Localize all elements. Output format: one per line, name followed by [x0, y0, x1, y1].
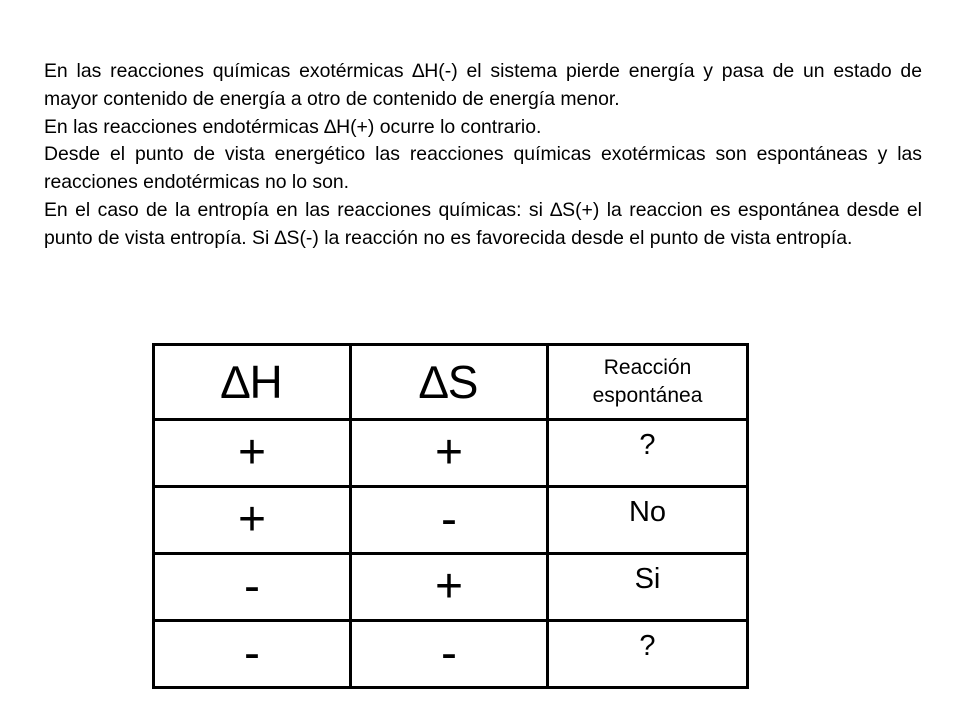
delta-h-sign: - — [244, 627, 260, 680]
cell-delta-h — [154, 621, 351, 688]
delta-h-sign: + — [237, 426, 267, 479]
header-delta-s — [351, 345, 548, 420]
delta-s-sign: - — [441, 627, 457, 680]
table-row — [154, 554, 748, 621]
explanation-text — [44, 58, 922, 253]
spontaneity-table — [152, 343, 749, 689]
delta-s-sign: - — [441, 493, 457, 546]
table-row — [154, 487, 748, 554]
cell-delta-s — [351, 487, 548, 554]
cell-spontaneous — [548, 487, 748, 554]
cell-spontaneous — [548, 621, 748, 688]
paragraph-endothermic: En las reacciones endotérmicas ∆H(+) ocurre lo contrario. — [44, 115, 542, 138]
spontaneous-answer: ? — [639, 629, 656, 662]
delta-s-sign: + — [434, 426, 464, 479]
header-delta-h — [154, 345, 351, 420]
paragraph-entropy: En el caso de la entropía en las reacciones químicas: si ∆S(+) la reaccion es espontánea desde el punto de vista entropía. Si ∆S(-) la reacción no es favorecida desde el punto de vista entropía. — [44, 198, 922, 249]
cell-spontaneous — [548, 554, 748, 621]
delta-h-sign: + — [237, 493, 267, 546]
cell-spontaneous — [548, 420, 748, 487]
cell-delta-h — [154, 420, 351, 487]
table-header-row — [154, 345, 748, 420]
cell-delta-h — [154, 554, 351, 621]
cell-delta-s — [351, 554, 548, 621]
delta-h-sign: - — [244, 560, 260, 613]
header-spontaneous-reaction — [548, 345, 748, 420]
delta-s-sign: + — [434, 560, 464, 613]
table-row — [154, 621, 748, 688]
spontaneous-answer: Si — [634, 562, 661, 595]
paragraph-energetic-spontaneity: Desde el punto de vista energético las reacciones químicas exotérmicas son espontáneas y las reacciones endotérmicas no lo son. — [44, 143, 922, 194]
table-row — [154, 420, 748, 487]
spontaneous-answer: ? — [639, 428, 656, 461]
header-delta-h-label: ∆H — [221, 356, 283, 408]
spontaneous-answer: No — [628, 495, 667, 528]
header-delta-s-label: ∆S — [419, 356, 479, 408]
cell-delta-s — [351, 621, 548, 688]
header-spontaneous-reaction-label: Reacción espontánea — [592, 356, 703, 407]
cell-delta-s — [351, 420, 548, 487]
cell-delta-h — [154, 487, 351, 554]
paragraph-exothermic: En las reacciones químicas exotérmicas ∆H(-) el sistema pierde energía y pasa de un estado de mayor contenido de energía a otro de contenido de energía menor. — [44, 60, 922, 110]
